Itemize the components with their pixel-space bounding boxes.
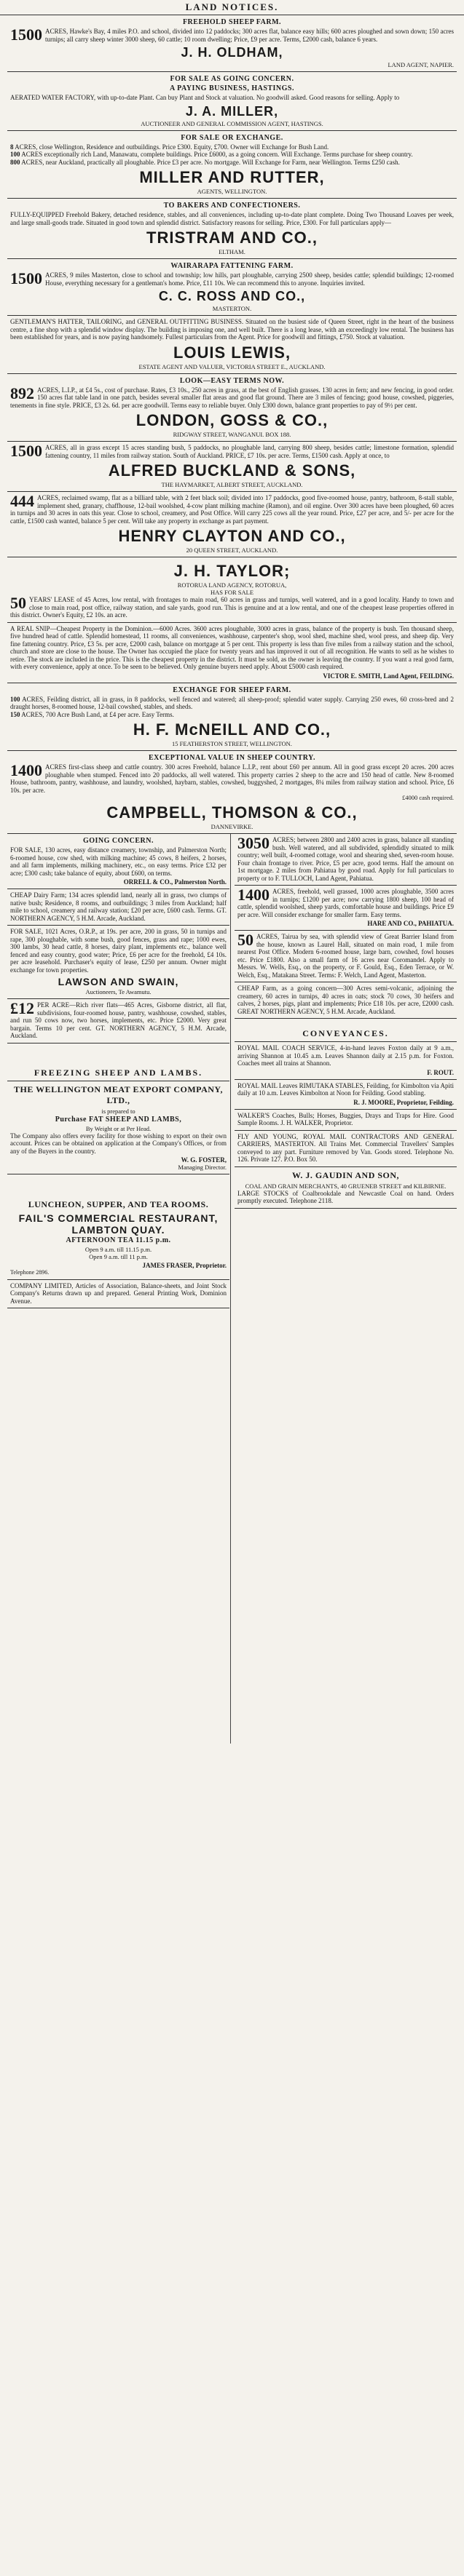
agent-address: ESTATE AGENT AND VALUER, VICTORIA STREET E., AUCKLAND.	[138, 362, 326, 370]
ad-heading: FOR SALE AS GOING CONCERN.	[170, 75, 294, 83]
ad-heading: TO BAKERS AND CONFECTIONERS.	[163, 202, 301, 210]
cheap-farm-ad	[235, 982, 457, 1019]
wairarapa-ad	[7, 259, 457, 316]
ad-body: 1500 ACRES, all in grass except 15 acres standing bush, 5 paddocks, no ploughable land, carrying 800 sheep, besides cattle; limestone formation, splendid fattening country, 11 miles from railway station. South of Auckland. PRICE, £7 10s. per acre. Terms, £1500 cash. Apply at once, to	[10, 442, 454, 460]
ad-body: FOR SALE, 1021 Acres, O.R.P., at 19s. per acre, 200 in grass, 50 in turnips and rape, 300 ploughable, with some bush, good fences, grass and rape; 1000 ewes, 300 lambs, 30 head cattle, 8 horses, dairy plant, implements etc., balance well fenced and easy country, good water; Price, £6 per acre for the freehold, £4 10s. per acre leasehold. Purchaser's equity of lease, £250 per annum. Owner might exchange for town properties.	[10, 928, 227, 974]
agent-name: HARE AND CO., PAHIATUA.	[367, 920, 454, 927]
ad-line-1: 100 ACRES, Feilding district, all in grass, in 8 paddocks, well fenced and watered; all sheep-proof; splendid water supply. Carrying 250 ewes, 60 cross-bred and 2 draught horses, 8-roomed house, 12-bail cowshed, stables, and sheds.	[10, 695, 454, 710]
walker-coaches-ad	[235, 1110, 457, 1131]
ad-line: AFTERNOON TEA 11.15 p.m.	[66, 1236, 171, 1244]
buckland-ad	[7, 442, 457, 492]
ad-line-1: 8 ACRES, close Wellington, Residence and outbuildings. Price £300. Equity, £700. Owner will Exchange for Bush Land.	[10, 143, 329, 151]
page-header: LAND NOTICES.	[0, 0, 464, 15]
agent-name: VICTOR E. SMITH, Land Agent, FEILDING.	[323, 672, 454, 680]
ad-body: ROYAL MAIL Leaves RIMUTAKA STABLES, Feilding, for Kimbolton via Apiti daily at 10 a.m. Leaves Kimbolton at Noon for Feilding. Good stabling.	[237, 1081, 454, 1097]
ad-body: The Company also offers every facility for those wishing to export on their own account. Prices can be obtained on application at the Company's Offices, or from any of the Buyers in the country.	[10, 1132, 227, 1155]
agent-name: MILLER AND RUTTER,	[139, 168, 325, 186]
freehold-ad	[7, 15, 457, 72]
agent-name: W. G. FOSTER,	[181, 1156, 227, 1164]
agent-address: 15 FEATHERSTON STREET, WELLINGTON.	[172, 740, 292, 747]
dairy-farm-ad	[7, 889, 229, 926]
sale-exchange-ad	[7, 131, 457, 199]
ad-body: FOR SALE, 130 acres, easy distance creamery, township, and Palmerston North; 6-roomed house, cow shed, with milking machine; 45 cows, 8 heifers, 2 horses, and all farm implements, milking machinery, etc., on easy terms. Price £32 per acre; £300 cash; take balance of equity, about £600, on terms.	[10, 846, 227, 877]
ad-body: CHEAP Farm, as a going concern—300 Acres semi-volcanic, adjoining the creamery, 60 acres in turnips, 40 acres in oats; stock 70 cows, 30 heifers and calves, 2 horses, pigs, plant and implements; Price £18 10s. per acre, £2000 cash. GREAT NORTHERN AGENCY, 5 H.M. Arcade, Auckland.	[237, 985, 454, 1015]
agent-title: Managing Director.	[178, 1164, 227, 1171]
going-concern-left-ad	[7, 834, 229, 889]
easy-terms-ad	[7, 374, 457, 442]
ad-line: By Weight or at Per Head.	[85, 1124, 152, 1132]
hare-ad	[235, 886, 457, 931]
agent-name: J. H. OLDHAM,	[181, 45, 283, 60]
ad-body: AERATED WATER FACTORY, with up-to-date Plant. Can buy Plant and Stock at valuation. No goodwill asked. Good reasons for selling. Apply to	[10, 94, 400, 101]
ad-body: 1400 ACRES, freehold, well grassed, 1000 acres ploughable, 3500 acres in turnips; £1200 per acre; now carrying 1800 sheep, 100 head of cattle, splendid woolshed, sheep yards, comfortable house and buildings. Price £9 per acre. Will consider exchange for smaller farm. Easy terms.	[237, 886, 454, 918]
ad-price: £4000 cash required.	[401, 794, 454, 801]
ad-body: 50 YEARS' LEASE of 45 Acres, low rental, with frontages to main road, 60 acres in grass and turnips, well watered, and in a good locality. Handy to town and close to main road, post office, railway station, and sale yards, good run. This is genuine and at a low rental, and one of the cheapest lease properties offered in this district. Owner's Equity, £2 10s. an acre.	[10, 594, 454, 619]
agent-address: ELTHAM.	[219, 248, 245, 255]
taylor-ad	[7, 557, 457, 623]
ad-body: 1500 ACRES, 9 miles Masterton, close to school and township; low hills, part ploughable, carrying 2500 sheep, besides cattle; splendid buildings; 12-roomed House, everything necessary for a gentleman's home. Price, £11 10s. We can recommend this to anyone. Inquiries invited.	[10, 269, 454, 287]
tairua-ad	[235, 931, 457, 982]
ad-line-3: 800 ACRES, near Auckland, practically all ploughable. Price £3 per acre. No mortgage. Will Exchange for Farm, near Wellington. Terms £250 cash.	[10, 158, 400, 166]
ad-heading: LOOK—EASY TERMS NOW.	[179, 376, 285, 385]
section-heading: CONVEYANCES.	[235, 1026, 457, 1042]
company-printing-ad	[7, 1280, 229, 1309]
clayton-ad	[7, 492, 457, 557]
agent-address: MASTERTON.	[212, 305, 252, 312]
agent-name: LAWSON AND SWAIN,	[58, 976, 179, 987]
company-name: W. J. GAUDIN AND SON,	[291, 1169, 400, 1180]
ad-body: £12 PER ACRE—Rich river flats—465 Acres, Gisborne district, all flat, subdivisions, four-roomed house, pantry, washhouse, cowshed, stables, and run 50 cows now, two horses, implements, etc. Price £2000. Very great bargain. Terms 10 per cent. GT. NORTHERN AGENCY, 5 H.M. Arcade, Auckland.	[10, 999, 227, 1039]
company-name: THE WELLINGTON MEAT EXPORT COMPANY, LTD.,	[13, 1084, 223, 1105]
pahiatua-ad	[235, 834, 457, 886]
agent-address: 20 QUEEN STREET, AUCKLAND.	[186, 546, 278, 554]
proprietor: JAMES FRASER, Proprietor.	[142, 1262, 227, 1269]
agent-address: LAND AGENT, NAPIER.	[388, 61, 454, 68]
bakery-ad	[7, 199, 457, 259]
ad-heading: EXCHANGE FOR SHEEP FARM.	[173, 685, 291, 694]
sheep-country-ad	[7, 751, 457, 834]
agent-name: F. ROUT.	[427, 1068, 454, 1076]
ad-line: Open 9 a.m. till 11.15 p.m.	[84, 1246, 152, 1253]
agent-name: TRISTRAM AND CO.,	[146, 228, 318, 247]
agent-address: ROTORUA LAND AGENCY, ROTORUA,	[177, 581, 287, 589]
agent-address: DANNEVIRKE.	[211, 823, 253, 830]
ad-line: Open 9 a.m. till 11 p.m.	[89, 1253, 148, 1260]
ad-heading: LUNCHEON, SUPPER, AND TEA ROOMS.	[28, 1199, 209, 1209]
ad-heading: FOR SALE OR EXCHANGE.	[181, 133, 283, 142]
real-snip-ad	[7, 623, 457, 683]
agent-name: HENRY CLAYTON AND CO.,	[118, 527, 346, 545]
ad-body: COMPANY LIMITED, Articles of Association, Balance-sheets, and Joint Stock Company's Returns drawn up and prepared. General Printing Work, Dominion Avenue.	[10, 1281, 227, 1305]
hatter-ad	[7, 316, 457, 374]
ad-subheading: A PAYING BUSINESS, HASTINGS.	[170, 84, 294, 92]
restaurant-name: FAIL'S COMMERCIAL RESTAURANT, LAMBTON QUAY.	[18, 1212, 219, 1236]
ad-body: 1500 ACRES, Hawke's Bay, 4 miles P.O. and school, divided into 12 paddocks; 300 acres flat, balance easy hills; 600 acres ploughed and sown down; 150 acres turnips; all carry sheep winter 3000 sheep, 60 cattle; 10 room dwelling; Price, £9 per acre. Terms, £2000 cash, balance 6 years.	[10, 25, 454, 44]
two-column-section	[0, 834, 464, 1744]
ad-line: Purchase FAT SHEEP AND LAMBS,	[55, 1115, 182, 1124]
ad-body: CHEAP Dairy Farm; 134 acres splendid land, nearly all in grass, two clumps of native bush; Residence, 8 rooms, and outbuildings; 3 miles from Auckland; half mile to school, creamery and railway station; £20 per acre, £600 cash. Terms. GT. NORTHERN AGENCY, 5 H.M. Arcade, Auckland.	[10, 891, 227, 922]
agent-address: AUCTIONEER AND GENERAL COMMISSION AGENT, HASTINGS.	[141, 119, 323, 127]
ad-body: FULLY-EQUIPPED Freehold Bakery, detached residence, stables, and all conveniences, including up-to-date plant complete. Doing Two Thousand Loaves per week, and large small-goods trade. Situated in good town and splendid district. Satisfactory reasons for selling. Price, £300. For full particulars apply—	[10, 211, 454, 226]
ad-line-2: 100 ACRES exceptionally rich Land, Manawatu, complete buildings. Price £6000, as a going concern. Will Exchange. Terms purchase for sheep country.	[10, 151, 413, 158]
rimutaka-stables-ad	[235, 1080, 457, 1110]
ad-body: 892 ACRES, L.I.P., at £4 5s., cost of purchase. Rates, £3 10s., 250 acres in grass, at the best of English grasses. 130 acres in fern; and new fencing, in good order. 150 acres flat table land in one patch, besides several smaller flat areas and good flat ground. There are 3 miles of fencing; good house, cowshed, piggeries, tenements in fine style. PRICE, £3 2s. 6d. per acre goodwill. Terms easy to reliable buyer. Only £300 down, balance grant properties to pay of 9½ per cent.	[10, 383, 454, 409]
ad-body: FLY AND YOUNG, ROYAL MAIL CONTRACTORS AND GENERAL CARRIERS, MASTERTON. All Trains Met. Commercial Travellers' Samples conveyed to any part. Furniture removed by Van. Goods stored. Telephone No. 126. Private 127. P.O. Box 50.	[237, 1132, 454, 1163]
ad-heading: GOING CONCERN.	[82, 837, 154, 845]
agent-name: LOUIS LEWIS,	[173, 343, 291, 362]
agent-address: Auctioneers, Te Awamutu.	[85, 988, 152, 995]
ad-line-2: 150 ACRES, 700 Acre Bush Land, at £4 per acre. Easy Terms.	[10, 710, 174, 718]
agent-name: LONDON, GOSS & CO.,	[135, 411, 329, 429]
ad-body: GENTLEMAN'S HATTER, TAILORING, and GENERAL OUTFITTING BUSINESS. Situated on the busiest side of Queen Street, right in the heart of the business centre, a fine shop with a splendid window display. The building is imposing one, and well built. There is a long lease, with an exceedingly low rental. The business has been established for years, and is now paying handsomely. Fullest particulars from the Agent. Price for goodwill and fittings, £750. Stock at valuation.	[10, 318, 454, 341]
mail-coach-ad	[235, 1042, 457, 1080]
agent-name: ALFRED BUCKLAND & SONS,	[108, 461, 356, 480]
exchange-ad	[7, 683, 457, 752]
ad-heading: WAIRARAPA FATTENING FARM.	[170, 262, 294, 270]
agent-name: ORRELL & CO., Palmerston North.	[123, 878, 227, 886]
telephone: Telephone 2896.	[10, 1269, 50, 1276]
ad-body: LARGE STOCKS of Coalbrookdale and Newcastle Coal on hand. Orders promptly executed. Telephone 2118.	[237, 1189, 454, 1204]
agent-name: J. A. MILLER,	[185, 103, 279, 119]
going-concern-ad	[7, 72, 457, 131]
agent-name: H. F. McNEILL AND CO.,	[133, 720, 331, 739]
ad-subheading: HAS FOR SALE	[210, 589, 254, 596]
ad-heading: EXCEPTIONAL VALUE IN SHEEP COUNTRY.	[149, 754, 315, 762]
ad-body: 444 ACRES, reclaimed swamp, flat as a billiard table, with 2 feet black soil; divided into 17 paddocks, good five-roomed house, pantry, bathroom, 8-stall stable, implement shed, granary, chaffhouse, 12-bail woolshed, 4-cow plant milking machine (Ramon), and oil engine. Over 300 acres have been ploughed, 60 acres in turnips and 30 acres in oats this year. Close to school, creamery, and Post Office. Will carry 225 cows all the year round. Price, £27 per acre, and 5/- per acre for the cattle, £1500 cash wanted, balance 5 per cent. Will take any property in exchange as part payment.	[10, 492, 454, 525]
agent-address: RIDGWAY STREET, WANGANUI. BOX 188.	[173, 431, 291, 438]
column-rule	[230, 834, 231, 1744]
waikato-ad	[7, 926, 229, 999]
river-flats-ad	[7, 999, 229, 1043]
left-column	[7, 834, 229, 1308]
fly-young-ad	[235, 1131, 457, 1167]
meat-export-ad	[7, 1081, 229, 1175]
agent-address: COAL AND GRAIN MERCHANTS, 40 GRUENEB STREET and KILBIRNIE.	[245, 1182, 447, 1190]
ad-body: WALKER'S Coaches, Bulls; Horses, Buggies, Drays and Traps for Hire. Good Sample Rooms. J. H. WALKER, Proprietor.	[237, 1111, 454, 1126]
agent-name: C. C. ROSS AND CO.,	[158, 289, 306, 303]
ad-body: 1400 ACRES first-class sheep and cattle country. 300 acres Freehold, balance L.I.P., rent about £60 per annum. All in good grass except 20 acres. 200 acres ploughable when stumped. Fenced into 20 paddocks, all well watered. This property carries 2 sheep to the acre and 150 head of cattle. New 8-roomed House, bathroom, pantry, washhouse, and laundry, woolshed, haybarn, stables, cowshed, buggyshed, 2 mortgages, 8¼ miles from railway station and school. Price, £6 10s. per acre.	[10, 761, 454, 794]
agent-name: CAMPBELL, THOMSON & CO.,	[106, 803, 358, 822]
ad-body: 50 ACRES, Tairua by sea, with splendid view of Great Barrier Island from the house, known as Laurel Hall, situated on main road, 1 mile from nearest Post Office. Modern 6-roomed house, large barn, cowshed, fowl houses etc. Price £1800. Also a small farm of 16 acres near Coromandel. Apply to Messrs. W. Wells, Esq., on the property, or F. Gould, Esq., Eden Terrace, or W. Welch, Esq., Matakana Street. Terms: F. Welch, Land Agent, Masterton.	[237, 931, 454, 979]
ad-body: A REAL SNIP—Cheapest Property in the Dominion.—6000 Acres. 3600 acres ploughable, 3000 acres in grass, balance of the property is bush. Ten thousand sheep, five hundred head of cattle. Splendid homestead, 11 rooms, all conveniences, washhouse, carpenter's shop, wool shed, machine shed, wool press, and sheep dip. Very fine fattening country. Price, £3 5s. per acre, £2000 cash, balance on mortgage at 5 per cent. This property is less than five miles from a railway station and the school, church and store are close to the house. The Owner has occupied the place for twenty years and has improved it out of all recognition. He wants to sell as he wishes to retire. The stock are included in the price. This is the cheapest property in the district. It must be sold, as the owner is leaving the country. If you want a real good farm, with every convenience, apply at once. To be seen to be believed. Only genuine buyers need apply. About £5000 cash required.	[10, 624, 454, 670]
ad-body: ROYAL MAIL COACH SERVICE, 4-in-hand leaves Foxton daily at 9 a.m., arriving Shannon at 10.45 a.m. Leaves Shannon daily at 2.15 p.m. for Foxton. Coaches meet all trains at Shannon.	[237, 1044, 454, 1067]
agent-address: AGENTS, WELLINGTON.	[197, 188, 267, 195]
agent-name: J. H. TAYLOR;	[173, 562, 291, 580]
ad-body: 3050 ACRES; between 2800 and 2400 acres in grass, balance all standing bush. Well watered, and all subdivided, splendidly situated to milk country; well built, 4-roomed cottage, wool and shearing shed, seven-room house. Four chain frontage to river. Price, £5 per acre, good terms. Half the amount on 1st mortgage. 2 miles from Pahiatua by good road. Apply for full particulars to property or to F. TULLOCH, Land Agent, Pahiatua.	[237, 834, 454, 882]
ad-heading: FREEHOLD SHEEP FARM.	[182, 18, 282, 26]
agent-address: THE HAYMARKET, ALBERT STREET, AUCKLAND.	[161, 481, 303, 488]
luncheon-ad	[7, 1196, 229, 1280]
agent-name: R. J. MOORE, Proprietor, Feilding.	[353, 1098, 454, 1106]
section-heading: FREEZING SHEEP AND LAMBS.	[7, 1065, 229, 1081]
right-column	[235, 834, 457, 1209]
gaudin-ad	[235, 1167, 457, 1209]
ad-line: is prepared to	[101, 1107, 135, 1115]
